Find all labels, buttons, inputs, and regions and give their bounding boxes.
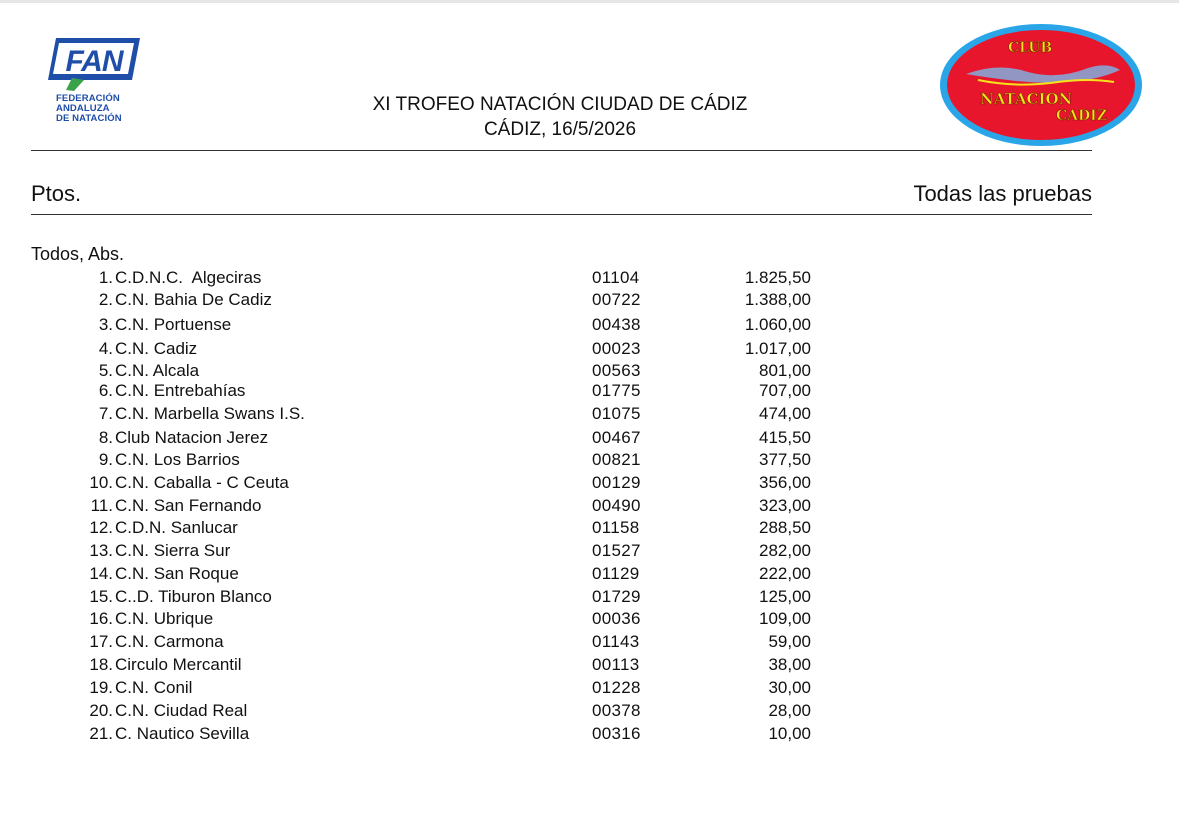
rank-cell: 12.	[89, 518, 113, 537]
club-code-cell: 01075	[592, 404, 641, 423]
rank-cell: 11.	[90, 496, 113, 515]
rank-cell: 14.	[89, 564, 113, 583]
club-emblem-icon	[938, 22, 1144, 148]
club-code-cell: 00378	[592, 701, 641, 720]
club-name-cell: C.N. Sierra Sur	[115, 541, 231, 560]
points-cell: 801,00	[759, 361, 811, 380]
rank-cell: 7.	[98, 404, 113, 423]
points-cell: 282,00	[759, 541, 811, 560]
rank-cell: 1.	[98, 268, 113, 287]
table-row	[0, 473, 1179, 495]
rank-cell: 17.	[89, 632, 113, 651]
club-name-cell: C.N. Bahia De Cadiz	[115, 290, 272, 309]
table-row	[0, 450, 1179, 472]
points-cell: 707,00	[759, 381, 811, 400]
club-code-cell: 00023	[592, 339, 641, 358]
club-line-1: CLUB	[1008, 40, 1053, 56]
table-row	[0, 290, 1179, 312]
fan-line-1: FEDERACIÓN	[56, 93, 120, 104]
rank-cell: 2.	[98, 290, 113, 309]
club-line-2: NATACION	[980, 90, 1073, 108]
club-code-cell: 00113	[592, 655, 640, 674]
table-row	[0, 404, 1179, 426]
rank-cell: 15.	[89, 587, 113, 606]
club-code-cell: 00821	[592, 450, 641, 469]
club-code-cell: 01104	[592, 268, 640, 287]
rank-cell: 6.	[98, 381, 113, 400]
club-name-cell: C..D. Tiburon Blanco	[115, 587, 272, 606]
rank-cell: 8.	[98, 428, 113, 447]
fan-line-2: ANDALUZA	[56, 103, 110, 114]
club-name-cell: C.N. Ubrique	[115, 609, 214, 628]
table-row	[0, 564, 1179, 586]
points-cell: 288,50	[759, 518, 811, 537]
rank-cell: 20.	[89, 701, 113, 720]
points-cell: 30,00	[768, 678, 811, 697]
table-row	[0, 428, 1179, 450]
rank-cell: 16.	[89, 609, 113, 628]
club-name-cell: C.N. Marbella Swans I.S.	[115, 404, 305, 423]
rank-cell: 4.	[98, 339, 113, 358]
table-row	[0, 701, 1179, 723]
club-line-3: CADIZ	[1056, 108, 1107, 124]
subheader-divider	[31, 214, 1092, 215]
club-name-cell: C. Nautico Sevilla	[115, 724, 250, 743]
points-cell: 109,00	[759, 609, 811, 628]
points-cell: 59,00	[768, 632, 811, 651]
rank-cell: 10.	[89, 473, 113, 492]
points-cell: 474,00	[759, 404, 811, 423]
rank-cell: 5.	[98, 361, 113, 380]
club-natacion-cadiz-logo	[938, 22, 1144, 148]
rank-cell: 9.	[98, 450, 113, 469]
points-cell: 125,00	[759, 587, 811, 606]
events-scope-label: Todas las pruebas	[913, 181, 1092, 206]
rank-cell: 13.	[89, 541, 113, 560]
club-code-cell: 00316	[592, 724, 641, 743]
fan-line-3: DE NATACIÓN	[56, 113, 122, 124]
club-name-cell: C.N. Ciudad Real	[115, 701, 248, 720]
club-name-cell: C.N. Portuense	[115, 315, 232, 334]
header-divider	[31, 150, 1092, 151]
fan-subtitle	[56, 94, 122, 124]
club-code-cell: 00722	[592, 290, 641, 309]
table-row	[0, 655, 1179, 677]
club-code-cell: 01729	[592, 587, 641, 606]
rank-cell: 19.	[89, 678, 113, 697]
club-code-cell: 01775	[592, 381, 641, 400]
event-date-place: CÁDIZ, 16/5/2026	[483, 119, 637, 140]
club-name-cell: C.N. Caballa - C Ceuta	[115, 473, 289, 492]
table-row	[0, 496, 1179, 518]
top-strip	[0, 0, 1179, 3]
club-code-cell: 00036	[592, 609, 641, 628]
club-name-cell: C.N. Carmona	[115, 632, 224, 651]
rank-cell: 3.	[98, 315, 113, 334]
points-cell: 1.060,00	[744, 315, 811, 334]
rank-cell: 18.	[89, 655, 113, 674]
table-row	[0, 541, 1179, 563]
club-name-cell: C.N. Conil	[115, 678, 193, 697]
points-cell: 38,00	[768, 655, 811, 674]
fan-emblem-icon	[44, 34, 144, 92]
table-row	[0, 724, 1179, 746]
points-cell: 1.388,00	[744, 290, 811, 309]
club-code-cell: 00467	[592, 428, 641, 447]
table-row	[0, 587, 1179, 609]
club-name-cell: C.D.N. Sanlucar	[115, 518, 238, 537]
club-name-cell: C.N. Entrebahías	[115, 381, 246, 400]
points-cell: 222,00	[759, 564, 811, 583]
club-code-cell: 01129	[592, 564, 640, 583]
table-row	[0, 339, 1179, 361]
table-row	[0, 315, 1179, 337]
club-name-cell: C.N. Cadiz	[115, 339, 198, 358]
club-code-cell: 01527	[592, 541, 641, 560]
points-cell: 1.017,00	[744, 339, 811, 358]
fan-logo	[44, 34, 154, 134]
club-code-cell: 01158	[592, 518, 640, 537]
table-row	[0, 268, 1179, 290]
club-name-cell: Circulo Mercantil	[115, 655, 242, 674]
table-row	[0, 609, 1179, 631]
club-name-cell: C.N. Los Barrios	[115, 450, 240, 469]
points-cell: 377,50	[759, 450, 811, 469]
table-row	[0, 632, 1179, 654]
points-cell: 28,00	[768, 701, 811, 720]
table-row	[0, 381, 1179, 403]
points-cell: 415,50	[759, 428, 811, 447]
club-code-cell: 00490	[592, 496, 641, 515]
club-code-cell: 00438	[592, 315, 641, 334]
event-title: XI TROFEO NATACIÓN CIUDAD DE CÁDIZ	[372, 94, 748, 115]
club-name-cell: C.D.N.C. Algeciras	[115, 268, 262, 287]
points-cell: 323,00	[759, 496, 811, 515]
table-row	[0, 678, 1179, 700]
club-name-cell: C.N. San Roque	[115, 564, 239, 583]
points-label: Ptos.	[31, 181, 82, 206]
points-cell: 1.825,50	[744, 268, 811, 287]
club-code-cell: 00129	[592, 473, 641, 492]
club-code-cell: 00563	[592, 361, 641, 380]
points-cell: 356,00	[759, 473, 811, 492]
fan-mark-text: FAN	[65, 45, 123, 78]
club-name-cell: Club Natacion Jerez	[115, 428, 269, 447]
points-cell: 10,00	[768, 724, 811, 743]
rank-cell: 21.	[89, 724, 113, 743]
club-name-cell: C.N. Alcala	[115, 361, 200, 380]
table-row	[0, 518, 1179, 540]
club-code-cell: 01228	[592, 678, 641, 697]
table-row	[0, 361, 1179, 383]
category-heading: Todos, Abs.	[31, 244, 125, 264]
club-code-cell: 01143	[592, 632, 640, 651]
club-name-cell: C.N. San Fernando	[115, 496, 262, 515]
